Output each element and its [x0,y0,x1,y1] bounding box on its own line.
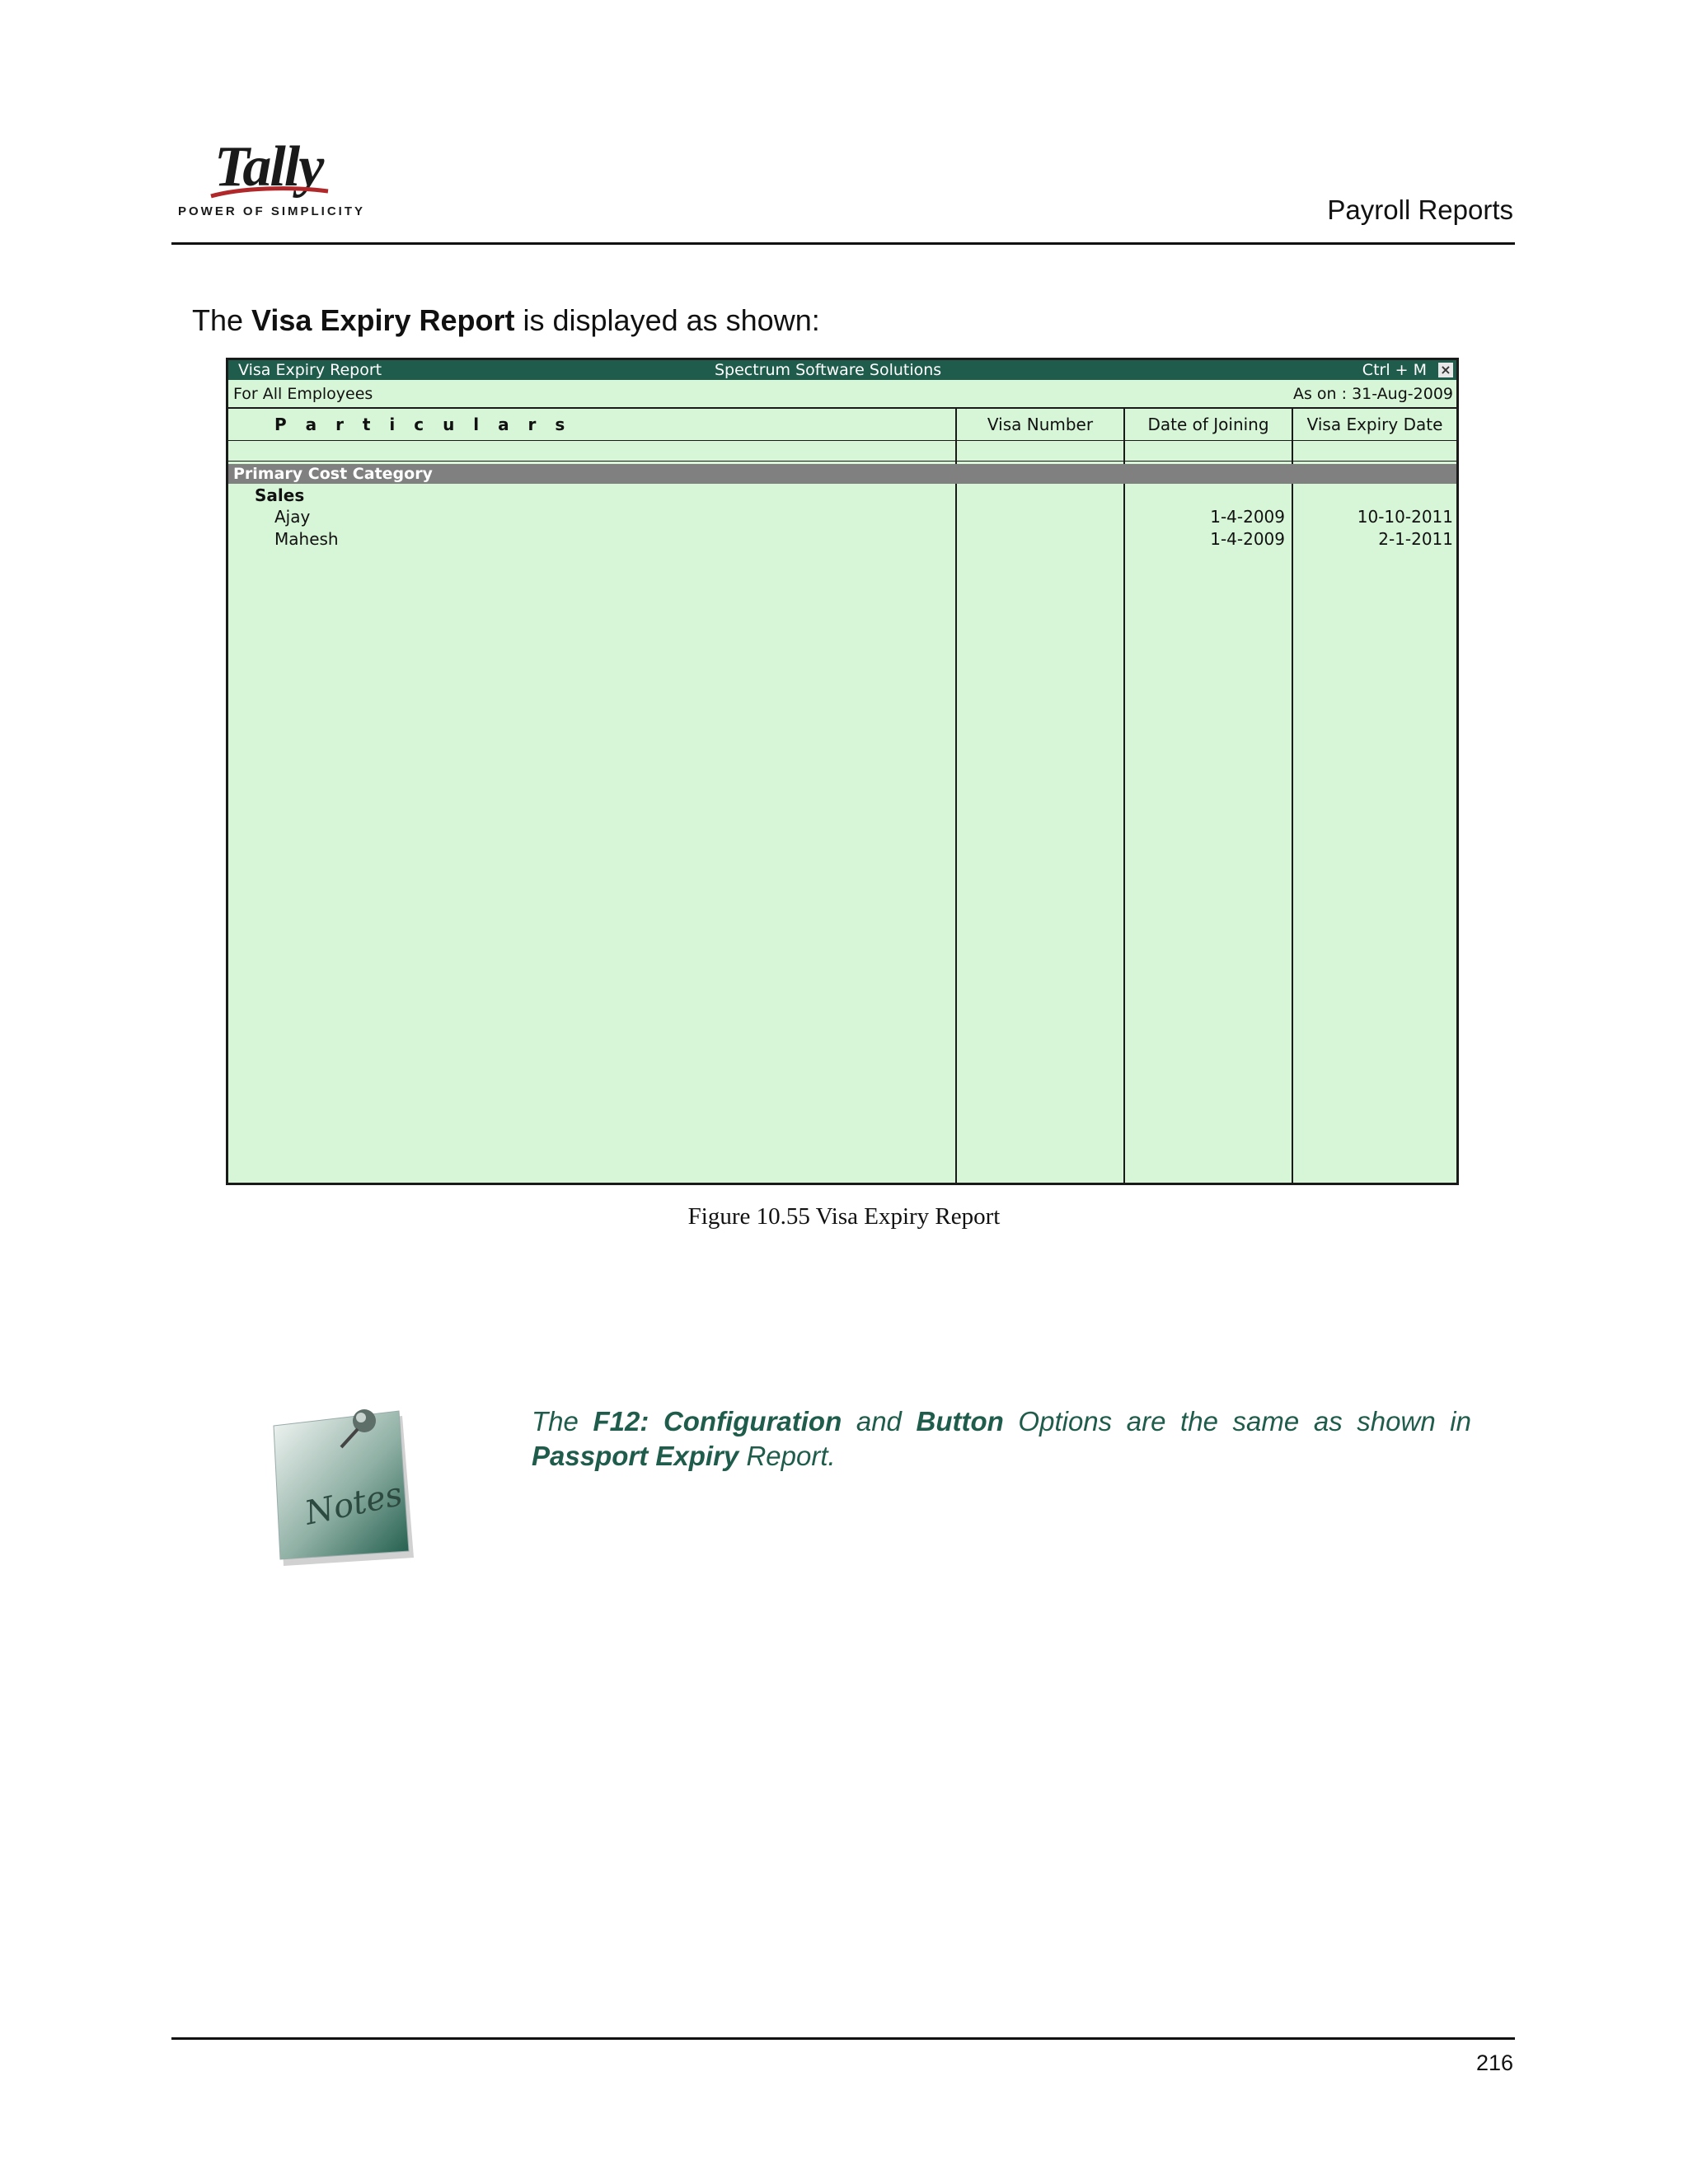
employee-row[interactable] [228,527,1456,551]
intro-prefix: The [192,303,252,337]
header-divider [171,242,1515,245]
as-on-date: As on : 31-Aug-2009 [1292,385,1453,403]
report-title-bar [228,360,1456,380]
group-label: Sales [255,485,305,505]
header-divider-line [228,440,1456,441]
column-header-visa-expiry-date: Visa Expiry Date [1306,415,1443,434]
subheader-divider [228,407,1456,409]
cost-category-label: Primary Cost Category [233,465,433,483]
logo-tagline: POWER OF SIMPLICITY [178,204,366,218]
notes-icon [272,1401,420,1566]
tally-logo [175,135,366,221]
employee-row[interactable] [228,505,1456,528]
intro-report-name: Visa Expiry Report [251,303,515,337]
visa-expiry-date: 10-10-2011 [1357,507,1453,527]
notes-text-part: Options are the same as shown in [1003,1406,1471,1436]
notes-text-part: Report. [738,1441,836,1471]
shortcut-hint: Ctrl + M [1362,361,1427,379]
report-title: Visa Expiry Report [238,361,382,379]
date-of-joining: 1-4-2009 [1210,507,1285,527]
notes-text-part: The [532,1406,593,1436]
column-headers [228,410,1456,439]
notes-icon-label: Notes [301,1475,406,1533]
footer-divider [171,2037,1515,2040]
intro-sentence [192,303,820,338]
cost-category-row[interactable] [228,464,1456,484]
visa-expiry-date: 2-1-2011 [1378,529,1453,549]
notes-button: Button [916,1406,1004,1436]
column-header-visa-number: Visa Number [987,415,1094,434]
group-row[interactable] [228,484,1456,507]
report-subheader [228,382,1456,406]
logo-swoosh-icon [208,185,331,201]
logo-wordmark: Tally [214,135,323,199]
section-title: Payroll Reports [1327,194,1513,225]
notes-text [532,1404,1471,1474]
company-name: Spectrum Software Solutions [715,361,942,379]
notes-f12-configuration: F12: Configuration [593,1406,842,1436]
date-of-joining: 1-4-2009 [1210,529,1285,549]
page-number: 216 [1475,2050,1513,2075]
visa-expiry-report-window [226,358,1459,1185]
intro-suffix: is displayed as shown: [514,303,820,337]
employee-name: Mahesh [274,529,339,549]
column-header-date-of-joining: Date of Joining [1147,415,1269,434]
notes-passport-expiry: Passport Expiry [532,1441,739,1471]
employee-name: Ajay [274,507,311,527]
employee-filter: For All Employees [233,385,373,403]
header-divider-line [228,461,1456,462]
notes-text-part: and [842,1406,917,1436]
close-icon[interactable]: × [1438,363,1453,377]
column-header-particulars: P a r t i c u l a r s [274,415,572,434]
figure-caption: Figure 10.55 Visa Expiry Report [687,1203,1001,1230]
